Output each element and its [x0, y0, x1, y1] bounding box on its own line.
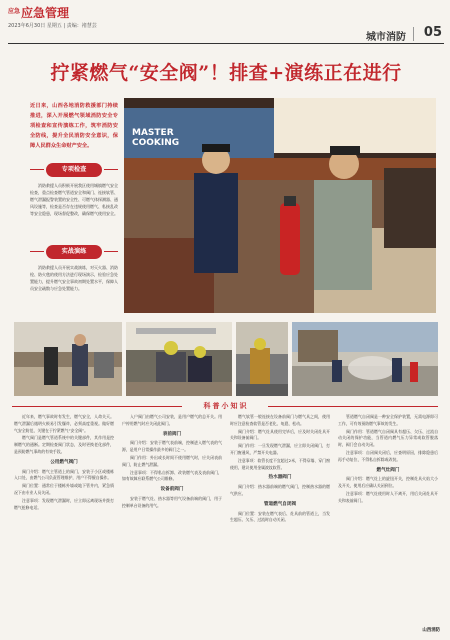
- restaurant-sign: MASTER COOKING: [132, 128, 180, 148]
- tag-inspection-label: 专项检查: [46, 163, 102, 177]
- paragraph: 阀门位置：安装在燃气表后、灶具前的管道上，当发生超压、欠压、过流时自动关闭。: [230, 510, 330, 523]
- drill-photo-1: [14, 322, 122, 396]
- drill-photo-3: [236, 322, 288, 396]
- page-number: 05: [423, 25, 442, 40]
- tag-wing: [104, 169, 118, 170]
- tag-inspection: [46, 158, 102, 182]
- knowledge-col-1: [14, 414, 114, 512]
- tag-wing: [30, 169, 44, 170]
- drill-photo-2: [126, 322, 232, 396]
- masthead-rule: [8, 43, 444, 44]
- tag-wing: [104, 251, 118, 252]
- knowledge-col-3: [230, 414, 330, 525]
- subheading: 公用燃气阀门: [50, 459, 78, 465]
- subheading: 设备前阀门: [160, 487, 184, 493]
- paragraph: 近年来，燃气事故时有发生，燃气安全，人命关天。燃气泄漏后遇明火极易引发爆炸，必须高度重视。做好燃气安全防范，关键在于拧紧燃气“安全阀”。: [14, 414, 114, 433]
- tag-wing: [30, 251, 44, 252]
- knowledge-col-2: [122, 414, 222, 511]
- brand-title: 应急管理: [21, 6, 70, 20]
- drill-body: 消防救援人员开展实战演练，对灭火器、消防栓、防火毯的使用方法进行现场演示，检验应急处置能力，提升燃气安全事故初期处置水平，保障人员安全疏散与应急处置能力。: [30, 265, 118, 291]
- subheading: 表前阀门: [162, 431, 182, 437]
- newspaper-brand: [8, 4, 69, 21]
- paragraph: 注意事项：发现燃气泄漏时，应立即远离现场并拨打燃气抢修电话。: [14, 497, 114, 510]
- tag-drill-label: 实战演练: [46, 245, 102, 259]
- section-title: 城市消防: [366, 32, 406, 43]
- paragraph: 注意事项：不得私自拆卸、改装燃气表及表前阀门，如有故障应联系燃气公司维修。: [122, 469, 222, 482]
- knowledge-title: 科普小知识: [203, 402, 249, 410]
- source-credit: 山西消防: [422, 628, 440, 633]
- paragraph: 阀门介绍：热水器前端的燃气阀门，控制热水器的燃气供应。: [230, 484, 330, 496]
- brand-small: 应急: [8, 8, 21, 15]
- dateline: 2023年6月30日 星期五 | 责编：褚慧芸: [8, 23, 97, 29]
- paragraph: 阀门介绍：燃气灶具使用完毕后，应及时关闭灶具开关和设备前阀门。: [230, 428, 330, 441]
- subheading: 管道燃气自闭阀: [263, 501, 297, 507]
- paragraph: 注意事项：燃气灶使用时人不离开，用后关闭灶具开关和表前阀门。: [338, 490, 438, 503]
- subheading: 燃气灶阀门: [376, 467, 400, 473]
- tag-drill: [46, 240, 102, 264]
- paragraph: 阀门位置：通常位于楼栋外墙或地下管井内，紧急情况下由专业人员关闭。: [14, 483, 114, 495]
- knowledge-col-4: [338, 414, 438, 506]
- paragraph: 阀门作用：一旦发现燃气泄漏，应立即关闭阀门，打开门窗通风，严禁开关电器。: [230, 443, 330, 455]
- paragraph: 阀门介绍：燃气主管道上的阀门，安装于小区或楼栋入口处，由燃气公司负责管理维护，用户不得擅自操作。: [14, 468, 114, 481]
- paragraph: 燃气软管一般连接在设备前阀门与燃气具之间，使用时应注意检查软管是否老化、龟裂、松动。: [230, 414, 330, 426]
- divider: [413, 27, 414, 41]
- paragraph: 阀门介绍：燃气灶上的旋钮开关，控制灶具火焰大小及开关，使用后应确认关闭到位。: [338, 476, 438, 489]
- lead-paragraph: 近日来，山西各地消防救援部门持续推进，深入开展燃气领域消防安全专项检查和宣传演练工作，筑牢消防安全防线，提升全民消防安全意识，保障人民群众生命财产安全。: [30, 103, 118, 149]
- subheading: 热水器阀门: [268, 475, 292, 481]
- inspection-photo: [124, 98, 436, 313]
- section-rule-right: [268, 406, 438, 407]
- drill-photo-4: [292, 322, 438, 396]
- paragraph: 阀门作用：管道燃气自闭阀具有超压、欠压、过流自动关闭的保护功能，当管道内燃气压力异常或软管脱落时，阀门会自动关闭。: [338, 428, 438, 448]
- paragraph: 注意事项：软管长度不宜超过2米，不得穿墙、穿门窗使用，建议使用金属波纹软管。: [230, 457, 330, 470]
- paragraph: 阀门介绍：安装于燃气表前端，控制进入燃气表的气源，是用户日常操作最多的阀门之一。: [122, 440, 222, 453]
- headline: 拧紧燃气“安全阀”！排查+演练正在进行: [50, 62, 402, 84]
- inspection-body: 消防救援人员积极开展我区使用城镇燃气安全检查，重点检查燃气管道安全和阀门、连接软管、燃气泄漏报警装置的安全性、可燃气体探测器、通风设施等，检查是否存在违规使用燃气、私接乱改等安全隐患，现场督促整改，确保燃气使用安全。: [30, 183, 118, 216]
- paragraph: 阀门作用：外出或长时间不使用燃气时，应关闭表前阀门，防止燃气泄漏。: [122, 454, 222, 467]
- paragraph: 管道燃气自闭阀是一种安全保护装置，无需电源即可工作，可有效预防燃气事故的发生。: [338, 414, 438, 426]
- masthead: [8, 4, 444, 42]
- paragraph: 入户阀门由燃气公司安装，是用户燃气的总开关。用户停用燃气时应关闭此阀门。: [122, 414, 222, 426]
- paragraph: 燃气阀门是燃气管道系统中的关键部件，其作用是控制燃气的通断。定期检查阀门状态，及时更换老化部件，是预防燃气事故的有效手段。: [14, 435, 114, 454]
- paragraph: 注意事项：自闭阀关闭后，应查明原因，排除隐患后再手动复位，不得私自拆除或改装。: [338, 449, 438, 462]
- paragraph: 安装于燃气灶、热水器等用气设备前端的阀门，用于控制单台设备的用气。: [122, 495, 222, 508]
